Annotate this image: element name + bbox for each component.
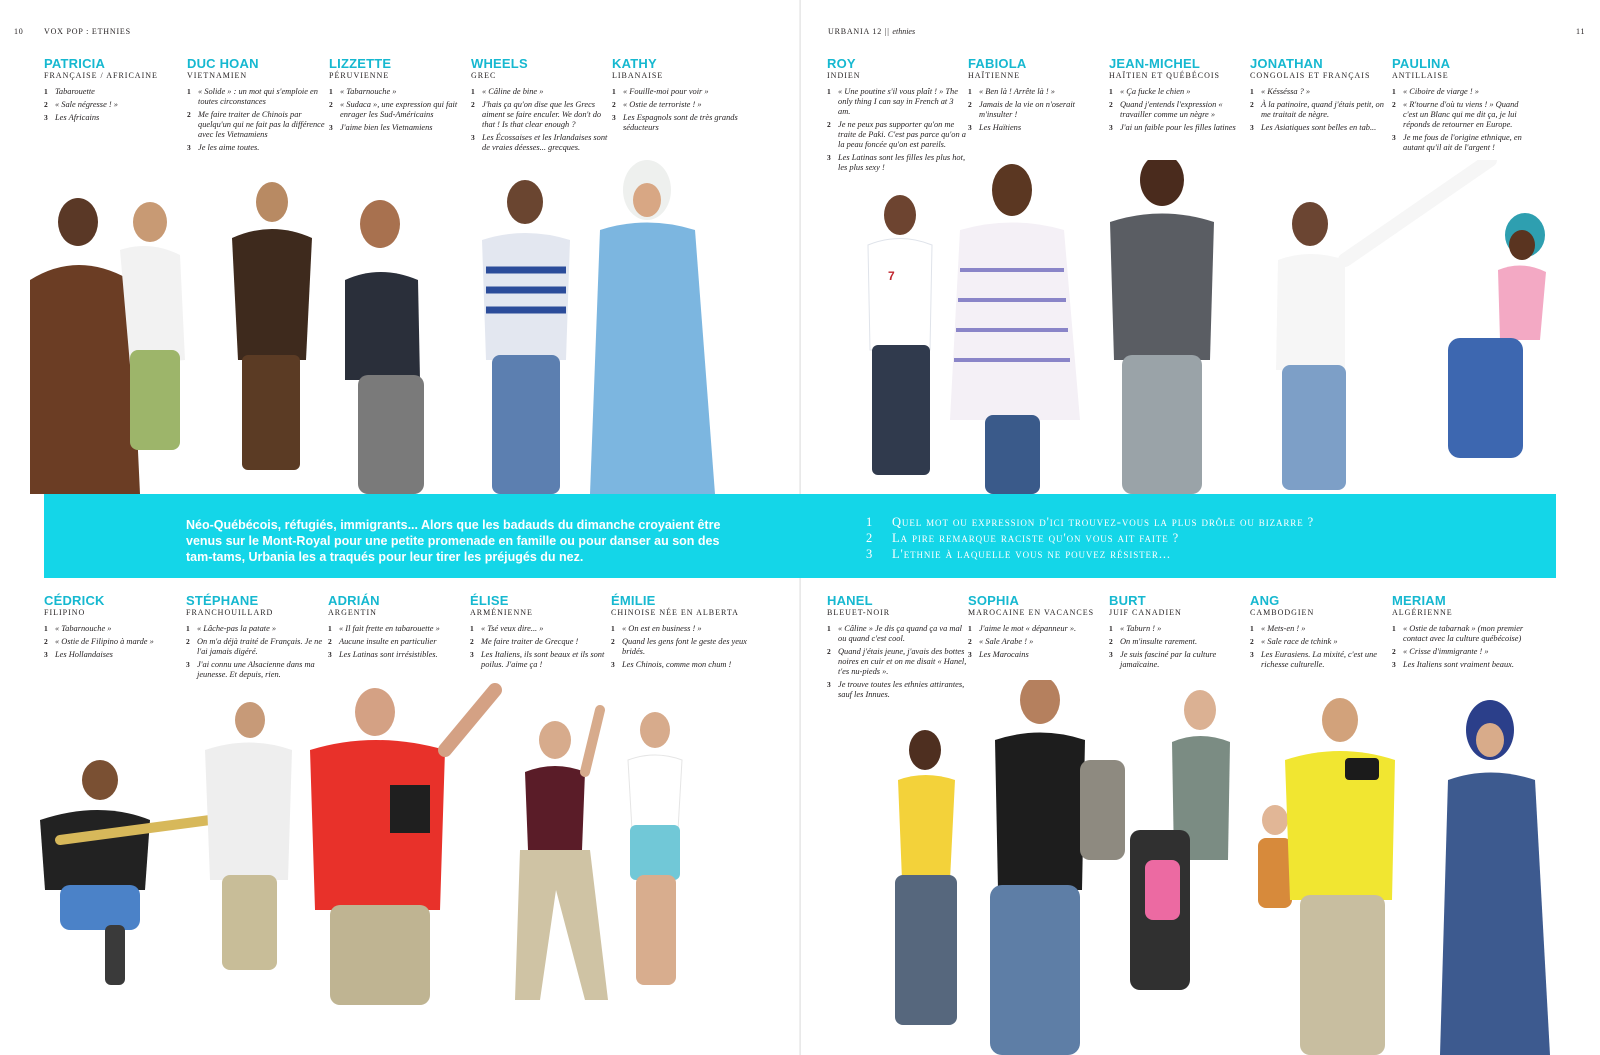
intro-text: Néo-Québécois, réfugiés, immigrants... Alors que les badauds du dimanche croyaient être venus sur le Mont-Royal pour une petite promenade en famille ou pour danser au son des tam-tams, Urbania les a traqués pour leur tirer les préjugés du nez.	[186, 518, 721, 564]
question-item: 1 Quel mot ou expression d'ici trouvez-vous la plus drôle ou bizarre ?	[866, 515, 1315, 529]
profile-name: CÉDRICK	[44, 593, 105, 608]
profile-name: PATRICIA	[44, 56, 106, 71]
answer-item: 3 Les Espagnols sont de très grands séducteurs	[612, 113, 738, 132]
answer-item: 3 Les Asiatiques sont belles en tab...	[1250, 123, 1377, 132]
profile-origin: ALGÉRIENNE	[1392, 608, 1453, 617]
profile-adrian	[328, 594, 468, 663]
answer-item: 1 « Ciboire de viarge ! »	[1392, 87, 1479, 96]
answer-item: 2 Jamais de la vie on n'oserait m'insulter !	[968, 100, 1075, 119]
profile-name: HANEL	[827, 593, 873, 608]
profile-name: JONATHAN	[1250, 56, 1323, 71]
profile-kathy	[612, 57, 752, 136]
answer-list	[611, 624, 751, 670]
answer-list	[1109, 87, 1249, 133]
person-photo	[310, 688, 495, 1005]
answer-item: 1 « Ça fucke le chien »	[1109, 87, 1191, 96]
answer-item: 3 Je me fous de l'origine ethnique, en autant qu'il ait de l'argent !	[1392, 133, 1522, 152]
bottom-photo-strip	[0, 680, 1600, 1055]
person-photo	[40, 760, 210, 985]
question-item: 3 L'ethnie à laquelle vous ne pouvez résister...	[866, 547, 1171, 561]
answer-item: 2 « Crisse d'immigrante ! »	[1392, 647, 1489, 656]
profile-name: ÉLISE	[470, 593, 509, 608]
profile-fabiola	[968, 57, 1108, 136]
person-photo	[895, 730, 957, 1025]
profile-name: ANG	[1250, 593, 1280, 608]
answer-item: 1 « Lâche-pas la patate »	[186, 624, 277, 633]
answer-list	[1109, 624, 1249, 670]
profile-name: STÉPHANE	[186, 593, 259, 608]
answer-list	[328, 624, 468, 660]
person-photo	[515, 710, 608, 1000]
answer-item: 2 « Sale race de tchink »	[1250, 637, 1338, 646]
answer-list	[968, 87, 1108, 133]
answer-item: 2 « Ostie de terroriste ! »	[612, 100, 702, 109]
profile-origin: PÉRUVIENNE	[329, 71, 390, 80]
person-photo	[30, 198, 185, 494]
profile-name: WHEELS	[471, 56, 528, 71]
profile-jean-michel	[1109, 57, 1249, 136]
profile-name: LIZZETTE	[329, 56, 392, 71]
question-list	[866, 514, 1486, 562]
profile-origin: CHINOISE NÉE EN ALBERTA	[611, 608, 739, 617]
left-page-number: 10	[14, 27, 24, 36]
profile-origin: GREC	[471, 71, 497, 80]
profile-origin: LIBANAISE	[612, 71, 664, 80]
answer-item: 2 « Sale Arabe ! »	[968, 637, 1034, 646]
svg-text:7: 7	[888, 269, 895, 283]
answer-item: 1 « Fouille-moi pour voir »	[612, 87, 709, 96]
profile-emilie	[611, 594, 751, 673]
answer-item: 1 « Tsé veux dire... »	[470, 624, 544, 633]
answer-item: 3 Je trouve toutes les ethnies attirantes, sauf les Innues.	[827, 680, 965, 699]
profile-origin: VIETNAMIEN	[187, 71, 248, 80]
right-running-head-suffix: ethnies	[892, 27, 916, 36]
profile-lizzette	[329, 57, 469, 136]
answer-item: 2 On m'a déjà traité de Français. Je ne l'ai jamais digéré.	[186, 637, 323, 656]
profile-name: PAULINA	[1392, 56, 1451, 71]
person-photo	[1285, 698, 1395, 1055]
profile-sophia	[968, 594, 1108, 663]
person-photo	[205, 702, 292, 970]
answer-item: 1 « Késséssa ? »	[1250, 87, 1311, 96]
answer-item: 2 On m'insulte rarement.	[1109, 637, 1198, 646]
answer-item: 3 Les Italiens sont vraiment beaux.	[1392, 660, 1514, 669]
answer-item: 3 Les Haïtiens	[968, 123, 1022, 132]
person-photo	[482, 180, 570, 494]
profile-origin: CAMBODGIEN	[1250, 608, 1315, 617]
person-photo	[868, 195, 932, 475]
answer-item: 2 « Sudaca », une expression qui fait enrager les Sud-Américains	[329, 100, 458, 119]
answer-list	[44, 624, 184, 660]
answer-item: 1 « Mets-en ! »	[1250, 624, 1306, 633]
answer-item: 2 Me faire traiter de Chinois par quelqu'un qui ne fait pas la différence avec les Vietnamiens	[187, 110, 325, 139]
answer-item: 3 Les Marocains	[968, 650, 1029, 659]
profile-ang	[1250, 594, 1390, 673]
profile-name: ÉMILIE	[611, 593, 656, 608]
answer-item: 1 « Ostie de tabarnak » (mon premier contact avec la culture québécoise)	[1392, 624, 1524, 643]
person-photo	[1110, 160, 1214, 494]
answer-item: 3 Les Eurasiens. La mixité, c'est une richesse culturelle.	[1250, 650, 1378, 669]
answer-item: 1 « Tabarnouche »	[329, 87, 397, 96]
profile-name: BURT	[1109, 593, 1146, 608]
answer-item: 3 Les Italiens, ils sont beaux et ils sont poilus. J'aime ça !	[470, 650, 605, 669]
person-photo	[590, 160, 715, 494]
answer-list	[1250, 624, 1390, 670]
answer-item: 2 Quand j'entends l'expression « travailler comme un nègre »	[1109, 100, 1223, 119]
answer-item: 2 À la patinoire, quand j'étais petit, on me traitait de nègre.	[1250, 100, 1384, 119]
profile-name: FABIOLA	[968, 56, 1027, 71]
answer-item: 3 Je les aime toutes.	[187, 143, 260, 152]
answer-item: 1 « On est en business ! »	[611, 624, 702, 633]
profile-name: ROY	[827, 56, 856, 71]
profile-name: MERIAM	[1392, 593, 1446, 608]
profile-origin: FILIPINO	[44, 608, 86, 617]
person-photo	[1448, 213, 1546, 458]
answer-item: 2 « Sale négresse ! »	[44, 100, 118, 109]
profile-elise	[470, 594, 610, 673]
answer-list	[968, 624, 1108, 660]
answer-item: 1 « Câline » Je dis ça quand ça va mal ou quand c'est cool.	[827, 624, 962, 643]
profile-origin: HAÏTIEN ET QUÉBÉCOIS	[1109, 71, 1220, 80]
answer-item: 3 Les Africains	[44, 113, 100, 122]
question-item: 2 La pire remarque raciste qu'on vous ait faite ?	[866, 531, 1180, 545]
answer-list	[187, 87, 327, 153]
profile-jonathan	[1250, 57, 1390, 136]
left-running-head: VOX POP : ETHNIES	[44, 27, 131, 36]
person-photo	[1440, 700, 1550, 1055]
profile-stephane	[186, 594, 326, 683]
answer-item: 2 Me faire traiter de Grecque !	[470, 637, 579, 646]
answer-item: 1 Tabarouette	[44, 87, 95, 96]
answer-list	[612, 87, 752, 133]
profile-origin: HAÏTIENNE	[968, 71, 1021, 80]
answer-item: 2 J'hais ça qu'on dise que les Grecs aiment se faire enculer. We don't do that ! Is that clear enough ?	[471, 100, 602, 129]
top-photo-strip	[0, 160, 1600, 494]
profile-origin: ANTILLAISE	[1392, 71, 1449, 80]
answer-item: 2 « Ostie de Filipino à marde »	[44, 637, 154, 646]
profile-name: KATHY	[612, 56, 657, 71]
answer-item: 1 « Taburn ! »	[1109, 624, 1162, 633]
answer-item: 2 Quand les gens font le geste des yeux bridés.	[611, 637, 747, 656]
profile-roy	[827, 57, 967, 176]
profile-wheels	[471, 57, 611, 156]
answer-list	[1392, 624, 1532, 670]
answer-item: 3 J'ai un faible pour les filles latines	[1109, 123, 1236, 132]
profile-origin: BLEUET-NOIR	[827, 608, 891, 617]
person-photo	[628, 712, 682, 985]
answer-item: 3 Je suis fasciné par la culture jamaïcaine.	[1109, 650, 1217, 669]
profile-origin: FRANCHOUILLARD	[186, 608, 274, 617]
profile-duc-hoan	[187, 57, 327, 156]
answer-item: 1 « Tabarnouche »	[44, 624, 112, 633]
profile-origin: MAROCAINE EN VACANCES	[968, 608, 1095, 617]
answer-item: 3 Les Chinois, comme mon chum !	[611, 660, 732, 669]
profile-name: ADRIÁN	[328, 593, 380, 608]
profile-origin: CONGOLAIS ET FRANÇAIS	[1250, 71, 1371, 80]
profile-meriam	[1392, 594, 1532, 673]
right-running-head-prefix: URBANIA 12 ||	[828, 27, 890, 36]
answer-item: 2 Aucune insulte en particulier	[328, 637, 437, 646]
answer-item: 3 Les Écossaises et les Irlandaises sont de vraies déesses... grecques.	[471, 133, 608, 152]
answer-list	[470, 624, 610, 670]
answer-item: 3 Les Hollandaises	[44, 650, 113, 659]
profile-cedrick	[44, 594, 184, 663]
answer-item: 1 J'aime le mot « dépanneur ».	[968, 624, 1077, 633]
answer-item: 1 « Ben là ! Arrête là ! »	[968, 87, 1055, 96]
answer-item: 2 « R'tourne d'où tu viens ! » Quand c'est un Blanc qui me dit ça, je lui réponds de retourner en Europe.	[1392, 100, 1519, 129]
answer-list	[1392, 87, 1532, 153]
answer-item: 1 « Il fait frette en tabarouette »	[328, 624, 440, 633]
answer-list	[329, 87, 469, 133]
profile-burt	[1109, 594, 1249, 673]
answer-list	[1250, 87, 1390, 133]
profile-origin: JUIF CANADIEN	[1109, 608, 1182, 617]
answer-item: 3 Les Latinas sont irrésistibles.	[328, 650, 438, 659]
person-photo	[990, 680, 1125, 1055]
person-photo	[1130, 690, 1292, 990]
answer-item: 3 J'ai connu une Alsacienne dans ma jeunesse. Et depuis, rien.	[186, 660, 315, 679]
answer-item: 3 J'aime bien les Vietnamiens	[329, 123, 433, 132]
answer-item: 1 « Câline de bine »	[471, 87, 544, 96]
profile-origin: ARMÉNIENNE	[470, 608, 533, 617]
profile-origin: FRANÇAISE / AFRICAINE	[44, 71, 158, 80]
profile-paulina	[1392, 57, 1532, 156]
answer-item: 3 Les Latinas sont les filles les plus hot, les plus sexy !	[827, 153, 966, 172]
profile-origin: INDIEN	[827, 71, 861, 80]
answer-list	[186, 624, 326, 680]
profile-patricia	[44, 57, 184, 126]
profile-name: DUC HOAN	[187, 56, 259, 71]
right-page-number: 11	[1576, 27, 1586, 36]
answer-item: 2 Quand j'étais jeune, j'avais des bottes noires en cuir et on me disait « Hanel, t'es nu-pieds ».	[827, 647, 967, 676]
person-photo	[950, 164, 1080, 494]
answer-list	[471, 87, 611, 153]
profile-origin: ARGENTIN	[328, 608, 377, 617]
answer-item: 2 Je ne peux pas supporter qu'on me traite de Paki. C'est pas parce qu'on a la peau foncée qu'on est pareils.	[827, 120, 966, 149]
person-photo	[232, 182, 312, 470]
profile-name: SOPHIA	[968, 593, 1020, 608]
profile-name: JEAN-MICHEL	[1109, 56, 1201, 71]
answer-item: 1 « Solide » : un mot qui s'emploie en toutes circonstances	[187, 87, 318, 106]
right-running-head	[828, 27, 915, 36]
answer-list	[44, 87, 184, 123]
answer-item: 1 « Une poutine s'il vous plaît ! » The only thing I can say in French at 3 am.	[827, 87, 958, 116]
person-photo	[345, 200, 424, 494]
